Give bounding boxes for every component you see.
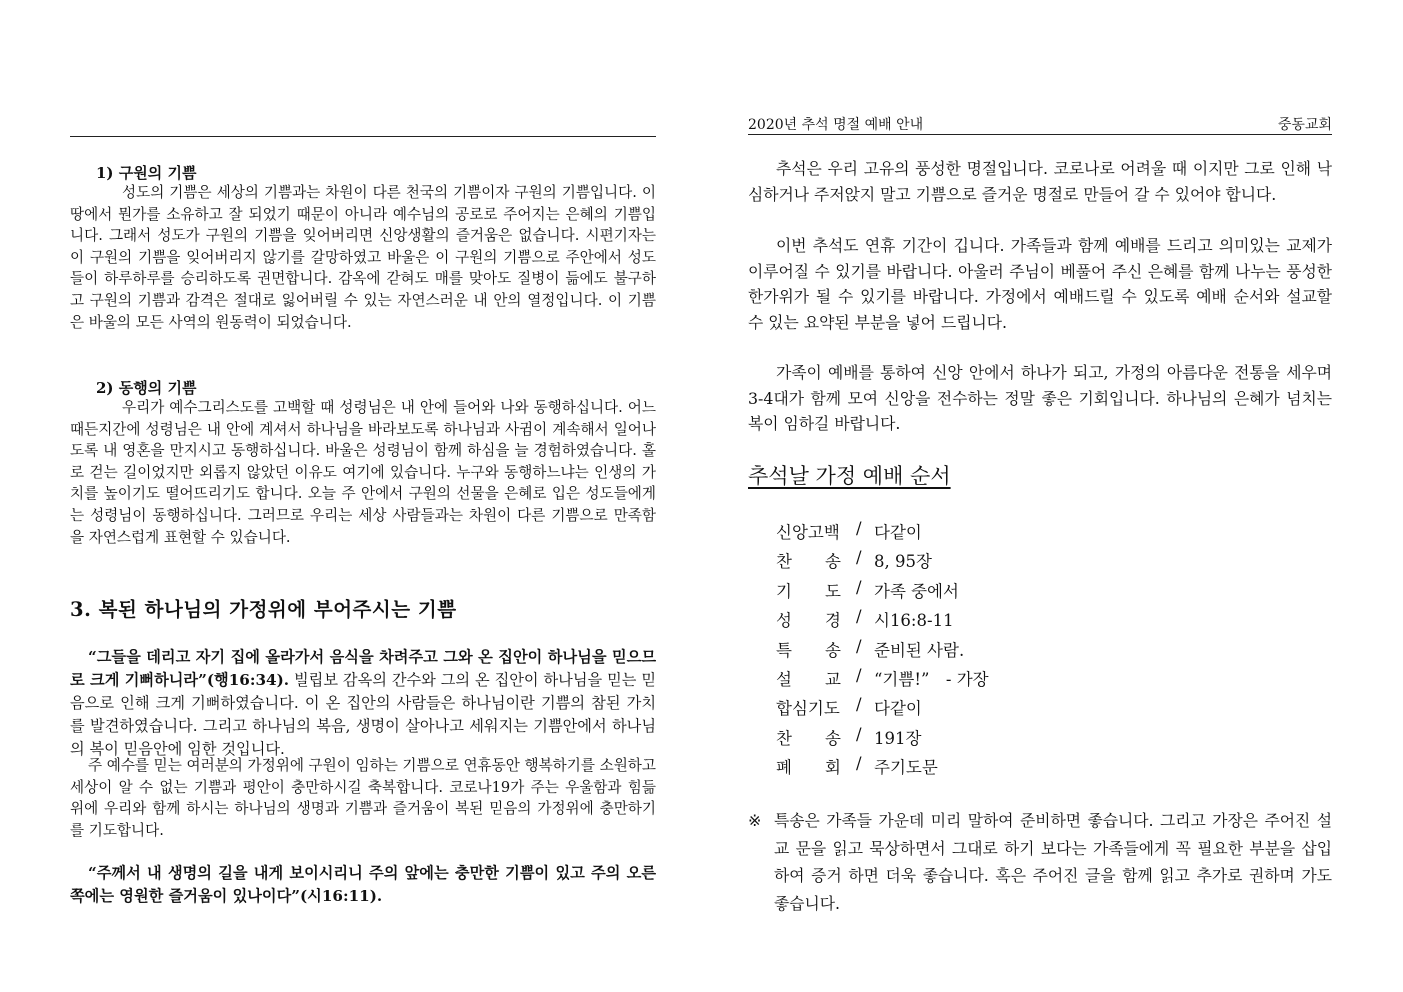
- worship-order-list: [776, 519, 989, 784]
- order-item-value: 다같이: [874, 523, 922, 542]
- quote-2-verse: “주께서 내 생명의 길을 내게 보이시리니 주의 앞에는 충만한 기쁨이 있고 주의 오른쪽에는 영원한 즐거움이 있나이다”: [70, 864, 656, 905]
- section-2-body: 우리가 예수그리스도를 고백할 때 성령님은 내 안에 들어와 나와 동행하십니다. 어느 때든지간에 성령님은 내 안에 계셔서 하나님을 바라보도록 하나님과 사귐이 계속해서 일어나도록 내 영혼을 만지시고 동행하십니다. 바울은 성령님이 함께 하심을 늘 경험하였습니다. 홀로 걷는 길이었지만 외롭지 않았던 이유도 여기에 있습니다. 누구와 동행하느냐는 인생의 가치를 높이기도 떨어뜨리기도 합니다. 오늘 주 안에서 구원의 선물을 은혜로 입은 성도들에게는 성령님이 동행하십니다. 그러므로 우리는 세상 사람들과는 차원이 다른 기쁨으로 만족함을 자연스럽게 표현할 수 있습니다.: [70, 399, 656, 546]
- section-3-body: 주 예수를 믿는 여러분의 가정위에 구원이 임하는 기쁨으로 연휴동안 행복하기를 소원하고 세상이 알 수 없는 기쁨과 평안이 충만하시길 축복합니다. 코로나19가 주는 우울함과 힘듦 위에 우리와 함께 하시는 하나님의 생명과 기쁨과 즐거움이 복된 믿음의 가정위에 충만하기를 기도합니다.: [70, 757, 657, 839]
- order-separator: /: [856, 519, 862, 538]
- order-item-value: 다같이: [874, 699, 922, 719]
- page-header: [748, 116, 1332, 135]
- order-item-value: 191장: [874, 728, 922, 748]
- top-rule: [70, 136, 656, 137]
- order-item-label: 기 도: [776, 581, 841, 601]
- intro-paragraph-3: 가족이 예배를 통하여 신앙 안에서 하나가 되고, 가정의 아름다운 전통을 세우며 3-4대가 함께 모여 신앙을 전수하는 정말 좋은 기회입니다. 하나님의 은혜가 넘치는 복이 임하길 바랍니다.: [748, 363, 1332, 433]
- order-item-label: 찬 송: [776, 552, 841, 572]
- left-page: [70, 0, 656, 992]
- order-separator: /: [856, 548, 862, 568]
- order-item: [776, 695, 989, 724]
- order-title: 추석날 가정 예배 순서: [748, 464, 951, 488]
- order-item-value: “기쁨!” - 가장: [874, 669, 989, 689]
- order-item: [776, 519, 989, 548]
- order-item-value: 가족 중에서: [874, 581, 959, 601]
- order-item-value: 준비된 사람.: [874, 640, 965, 660]
- right-page: [748, 0, 1332, 992]
- header-church: 중동교회: [1277, 117, 1332, 133]
- note-text: 특송은 가족들 가운데 미리 말하여 준비하면 좋습니다. 그리고 가장은 주어진 설교 문을 읽고 묵상하면서 그대로 하기 보다는 가족들에게 꼭 필요한 부분을 삽입하여 증거 하면 더욱 좋습니다. 혹은 주어진 글을 함께 읽고 추가로 권하며 가도 좋습니다.: [774, 811, 1332, 913]
- reference-mark: ※: [748, 811, 762, 830]
- order-item: [776, 637, 989, 666]
- intro-paragraph-2: 이번 추석도 연휴 기간이 깁니다. 가족들과 함께 예배를 드리고 의미있는 교제가 이루어질 수 있기를 바랍니다. 아울러 주님이 베풀어 주신 은혜를 함께 나누는 풍성한 한가위가 될 수 있기를 바랍니다. 가정에서 예배드릴 수 있도록 예배 순서와 설교할 수 있는 요약된 부분을 넣어 드립니다.: [748, 236, 1332, 332]
- order-item: [776, 548, 989, 577]
- order-item-label: 합심기도: [776, 699, 840, 719]
- header-title: 2020년 추석 명절 예배 안내: [748, 117, 924, 133]
- order-separator: /: [856, 695, 862, 715]
- order-item-value: 8, 95장: [874, 552, 932, 572]
- order-item: [776, 725, 989, 754]
- order-separator: /: [856, 636, 862, 656]
- order-item: [776, 666, 989, 695]
- order-item-label: 찬 송: [776, 728, 841, 748]
- section-1-body: 성도의 기쁨은 세상의 기쁨과는 차원이 다른 천국의 기쁨이자 구원의 기쁨입니다. 이 땅에서 뭔가를 소유하고 잘 되었기 때문이 아니라 예수님의 공로로 주어지는 은혜의 기쁨입니다. 그래서 성도가 구원의 기쁨을 잊어버리면 신앙생활의 즐거움은 없습니다. 시편기자는 이 구원의 기쁨을 잊어버리지 않기를 갈망하였고 바울은 이 구원의 기쁨으로 주안에서 성도들이 하루하루를 승리하도록 권면합니다. 감옥에 갇혀도 매를 맞아도 질병이 듦에도 불구하고 구원의 기쁨과 감격은 절대로 잃어버릴 수 있는 자연스러운 내 안의 열정입니다. 이 기쁨은 바울의 모든 사역의 원동력이 되었습니다.: [70, 184, 656, 331]
- order-item-label: 성 경: [776, 611, 841, 631]
- order-item: [776, 607, 989, 636]
- section-3-title: 3. 복된 하나님의 가정위에 부어주시는 기쁨: [70, 598, 457, 621]
- order-separator: /: [856, 665, 862, 685]
- order-item-label: 특 송: [776, 640, 841, 660]
- order-item: [776, 754, 989, 783]
- order-separator: /: [856, 607, 862, 627]
- section-1-title: 1) 구원의 기쁨: [96, 164, 197, 182]
- section-2-title: 2) 동행의 기쁨: [96, 379, 197, 397]
- quote-1-verse: “그들을 데리고 자기 집에 올라가서 음식을 차려주고 그와 온 집안이 하나님을 믿으므로 크게 기뻐하니라”(행16:34).: [70, 648, 656, 689]
- order-item-value: 시16:8-11: [874, 611, 954, 631]
- note-block: [748, 807, 1332, 917]
- intro-paragraph-1: 추석은 우리 고유의 풍성한 명절입니다. 코로나로 어려울 때 이지만 그로 인해 낙심하거나 주저앉지 말고 기쁨으로 즐거운 명절로 만들어 갈 수 있어야 합니다.: [748, 159, 1332, 204]
- section-3-quote-2: [70, 862, 656, 908]
- quote-2-reference: (시16:11).: [300, 887, 383, 905]
- order-item-label: 신앙고백: [776, 523, 840, 542]
- order-item-label: 폐 회: [776, 758, 841, 778]
- order-item-label: 설 교: [776, 669, 841, 689]
- section-3-quote-1: [70, 646, 656, 761]
- quote-1-commentary: 빌립보 감옥의 간수와 그의 온 집안이 하나님을 믿는 믿음으로 인해 크게 기뻐하였습니다. 이 온 집안의 사람들은 하나님이란 기쁨의 참된 가치를 발견하였습니다. 그리고 하나님의 복음, 생명이 살아나고 세워지는 기쁨안에서 하나님의 복이 믿음안에 임한 것입니다.: [70, 671, 657, 758]
- order-item: [776, 578, 989, 607]
- order-separator: /: [856, 724, 862, 744]
- order-separator: /: [856, 754, 862, 774]
- order-item-value: 주기도문: [874, 758, 938, 778]
- order-separator: /: [856, 577, 862, 597]
